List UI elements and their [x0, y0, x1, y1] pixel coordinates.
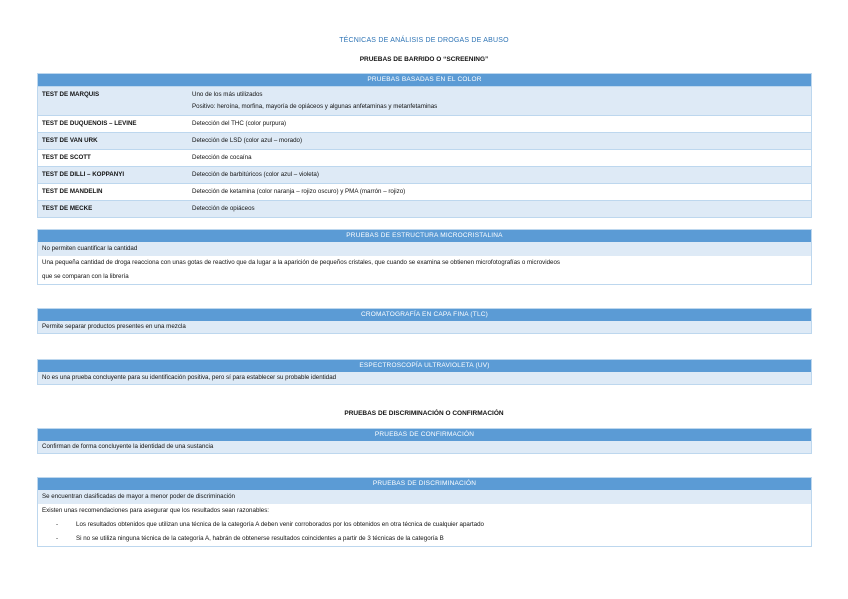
test-description: Detección de barbitúricos (color azul – violeta)	[192, 171, 319, 178]
test-name: TEST DE MECKE	[42, 205, 93, 212]
uv-box	[37, 359, 812, 385]
bullet-marker: -	[55, 535, 59, 542]
discrimination-box	[37, 477, 812, 547]
uv-header: ESPECTROSCOPÍA ULTRAVIOLETA (UV)	[38, 360, 811, 372]
table-row	[38, 166, 811, 183]
test-description: Detección del THC (color purpura)	[192, 120, 287, 127]
bullet-text: Los resultados obtenidos que utilizan una técnica de la categoría A deben venir corroborados por los obtenidos en otra técnica de cualquier apartado	[76, 521, 484, 528]
microcrystal-box	[37, 229, 812, 285]
table-row	[38, 183, 811, 200]
test-name: TEST DE DUQUENOIS – LEVINE	[42, 120, 137, 127]
confirmation-box	[37, 428, 812, 454]
test-description: Uno de los más utilizados Positivo: heroína, morfina, mayoría de opiáceos y algunas anfetaminas y metanfetaminas	[192, 91, 438, 110]
confirmation-header: PRUEBAS DE CONFIRMACIÓN	[38, 429, 811, 441]
microcrystal-line: que se comparan con la librería	[42, 273, 129, 280]
screening-title: PRUEBAS DE BARRIDO O “SCREENING”	[359, 56, 489, 63]
page-title: TÉCNICAS DE ANÁLISIS DE DROGAS DE ABUSO	[339, 37, 509, 44]
tlc-line: Permite separar productos presentes en una mezcla	[38, 321, 811, 333]
test-description: Detección de opiáceos	[192, 205, 255, 212]
discrimination-line: Existen unas recomendaciones para asegurar que los resultados sean razonables:	[42, 507, 270, 514]
microcrystal-line: No permiten cuantificar la cantidad	[38, 242, 811, 256]
discrimination-header: PRUEBAS DE DISCRIMINACIÓN	[38, 478, 811, 490]
color-tests-header: PRUEBAS BASADAS EN EL COLOR	[38, 74, 811, 86]
table-row	[38, 115, 811, 132]
list-item	[38, 518, 811, 532]
table-row	[38, 132, 811, 149]
discrimination-line: Se encuentran clasificadas de mayor a menor poder de discriminación	[38, 490, 811, 504]
tlc-box	[37, 308, 812, 334]
test-name: TEST DE VAN URK	[42, 137, 98, 144]
confirmation-line: Confirman de forma concluyente la identidad de una sustancia	[38, 441, 811, 453]
test-description: Detección de cocaína	[192, 154, 252, 161]
tlc-header: CROMATOGRAFÍA EN CAPA FINA (TLC)	[38, 309, 811, 321]
list-item	[38, 532, 811, 546]
table-row	[38, 86, 811, 115]
color-tests-table	[37, 73, 812, 218]
table-row	[38, 149, 811, 166]
microcrystal-line: Una pequeña cantidad de droga reacciona con unas gotas de reactivo que da lugar a la aparición de pequeños cristales, que cuando se examina se obtienen microfotografías o microvideos	[42, 259, 561, 266]
discrimination-title: PRUEBAS DE DISCRIMINACIÓN O CONFIRMACIÓN	[344, 410, 504, 417]
test-name: TEST DE MANDELIN	[42, 188, 103, 195]
test-name: TEST DE MARQUIS	[42, 91, 100, 98]
test-description: Detección de ketamina (color naranja – rojizo oscuro) y PMA (marrón – rojizo)	[192, 188, 406, 195]
table-row	[38, 200, 811, 217]
microcrystal-header: PRUEBAS DE ESTRUCTURA MICROCRISTALINA	[38, 230, 811, 242]
bullet-marker: -	[55, 521, 59, 528]
test-name: TEST DE SCOTT	[42, 154, 91, 161]
bullet-text: Si no se utiliza ninguna técnica de la categoría A, habrán de obtenerse resultados coincidentes a partir de 3 técnicas de la categoría B	[76, 535, 444, 542]
test-description: Detección de LSD (color azul – morado)	[192, 137, 303, 144]
uv-line: No es una prueba concluyente para su identificación positiva, pero sí para establecer su probable identidad	[38, 372, 811, 384]
test-name: TEST DE DILLI – KOPPANYI	[42, 171, 125, 178]
